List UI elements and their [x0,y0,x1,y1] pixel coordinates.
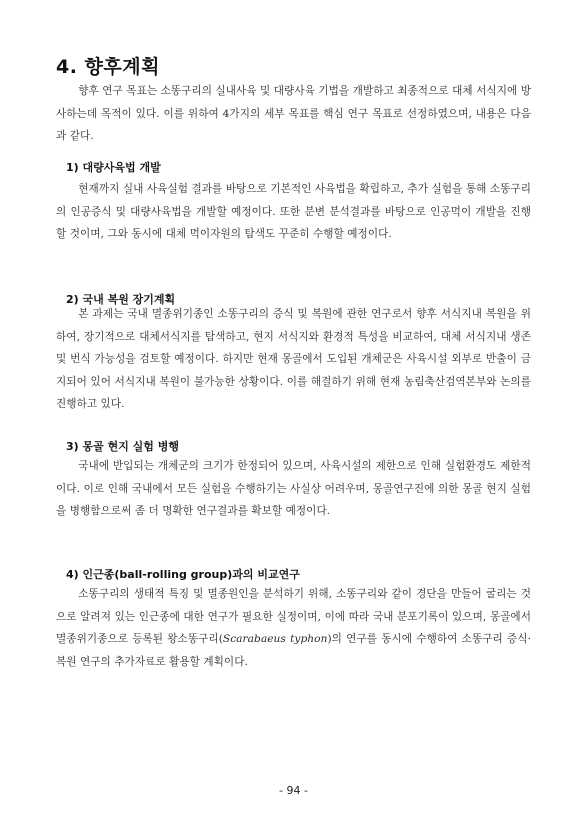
subsection-2-body: 본 과제는 국내 멸종위기종인 소똥구리의 증식 및 복원에 관한 연구로서 향후 서식지내 복원을 위하여, 장기적으로 대체서식지를 탐색하고, 현지 서식지와 환경적 특성을 비교하여, 대체 서식지내 생존 및 번식 가능성을 검토할 예정이다. 하지만 현재 몽골에서 도입된 개체군은 사육시설 외부로 반출이 금지되어 있어 서식지내 복원이 불가능한 상황이다. 이를 해결하기 위해 현재 농림축산검역본부와 논의를 진행하고 있다. [56,308,531,410]
subsection-3-body: 국내에 반입되는 개체군의 크기가 한정되어 있으며, 사육시설의 제한으로 인해 실험환경도 제한적이다. 이로 인해 국내에서 모든 실험을 수행하기는 사실상 어려우며, 몽골연구진에 의한 몽골 현지 실험을 병행함으로써 좀 더 명확한 연구결과를 확보할 예정이다. [56,460,531,517]
subsection-4-heading: 4) 인근종(ball-rolling group)과의 비교연구 [66,568,300,581]
subsection-4-body-start: 소똥구리의 생태적 특징 및 멸종원인을 분석하기 위해, 소똥구리와 같이 경단을 만들어 굴리는 것으로 알려져 있는 인근종에 대한 연구가 필요한 실정이며, 이에 따라 국내 분포기록이 있으며, 몽골에서 멸종위기종으로 등록된 왕소똥구리( [56,588,531,645]
species-name: Scarabaeus typhon [222,633,328,645]
subsection-4-body [56,583,531,673]
section-title: 4. 향후계획 [56,56,160,78]
intro-paragraph: 향후 연구 목표는 소똥구리의 실내사육 및 대량사육 기법을 개발하고 최종적으로 대체 서식지에 방사하는데 목적이 있다. 이를 위하여 4가지의 세부 목표를 핵심 연구 목표로 선정하였으며, 내용은 다음과 같다. [56,85,531,142]
subsection-2-heading: 2) 국내 복원 장기계획 [66,293,176,306]
subsection-4-body-end: )의 연구를 동시에 수행하여 소똥구리 증식·복원 연구의 추가자료로 활용할 계획이다. [56,633,532,668]
subsection-1-heading: 1) 대량사육법 개발 [66,161,161,174]
page-number: - 94 - [279,784,308,797]
subsection-3-heading: 3) 몽골 현지 실험 병행 [66,440,180,453]
subsection-1-body: 현재까지 실내 사육실험 결과를 바탕으로 기본적인 사육법을 확립하고, 추가 실험을 통해 소똥구리의 인공증식 및 대량사육법을 개발할 예정이다. 또한 분변 분석결과를 바탕으로 인공먹이 개발을 진행할 것이며, 그와 동시에 대체 먹이자원의 탐색도 꾸준히 수행할 예정이다. [56,183,531,240]
